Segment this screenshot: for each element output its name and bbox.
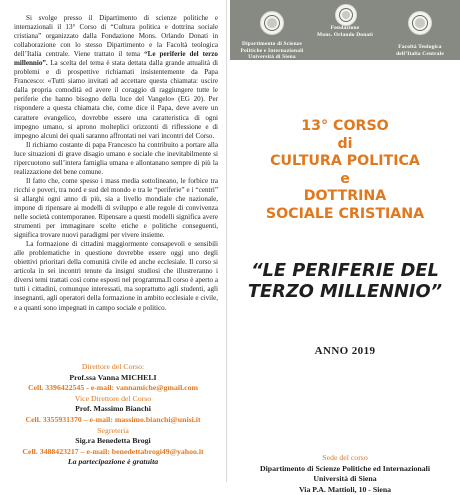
course-description bbox=[14, 14, 218, 313]
title-line-2: di bbox=[337, 135, 353, 152]
paragraph-4: La formazione di cittadini maggiormente consapevoli e sensibili alle problematiche in questione dovrebbe essere oggi uno degli obiettivi prioritari della comunità civile ed anche ecclesiale. Il corso si articola in sei incontri tenute da insigni studiosi che illustreranno i diversi temi trattati così come esposti nel programma.Il corso è aperto a tutti i cittadini, comunque interessati, ma soprattutto agli studenti, agli insegnanti, agli operatori della formazione in ambito ecclesiale e civile, e a quanti sono impegnati in campo sociale e politico. bbox=[14, 240, 218, 312]
course-theme: “Le periferie del terzo millennio”. bbox=[14, 50, 218, 68]
director-contact[interactable]: Cell. 3396422545 - e-mail: vannamiche@gmail.com bbox=[27, 383, 199, 393]
paragraph-1: Si svolge presso il Dipartimento di scienze politiche e internazionali il 13° Corso di “Cultura politica e dottrina sociale cristiana” organizzato dalla Fondazione Mons. Orlando Donati in collaborazione con lo stesso Dipartimento e la Facoltà teologica dell’Italia centrale. Viene trattato il tema “Le periferie del terzo millennio”. La scelta del tema è stata dettata dalla grande attualità di problemi e di prospettive richiamati insistentemente da Papa Francesco: «Tutti siamo invitati ad accettare questa chiamata: uscire dalla propria comodità ed avere il coraggio di raggiungere tutte le periferie che hanno bisogno della luce del Vangelo» (EG 20). Per rispondere a questa chiamata che, come dice il Papa, deve avere un carattere evangelico, dovrebbe essere una caratteristica di ogni impegno umano, si aprono molteplici orizzonti di riflessione e di impegno alcuni dei quali saranno affrontati nei vari incontri del Corso. bbox=[14, 14, 218, 140]
cover-content bbox=[230, 60, 460, 494]
free-participation-note: La partecipazione è gratuita bbox=[67, 457, 159, 467]
venue-label: Sede del corso bbox=[322, 453, 368, 462]
header-band bbox=[230, 0, 460, 60]
course-title bbox=[230, 118, 460, 224]
faculty-name: Facoltà Teologica dell’Italia Centrale bbox=[396, 44, 444, 57]
secretary-contact[interactable]: Cell. 3488423217 – e-mail: benedettabrogi49@yahoo.it bbox=[22, 446, 204, 456]
vice-director-name: Prof. Massimo Bianchi bbox=[75, 404, 151, 414]
left-panel bbox=[0, 0, 226, 482]
director-name: Prof.ssa Vanna MICHELI bbox=[69, 372, 157, 382]
foundation-name: Fondazione Mons. Orlando Donati bbox=[317, 25, 373, 38]
faculty-seal-icon bbox=[408, 11, 432, 35]
secretary-name: Sig.ra Benedetta Brogi bbox=[75, 436, 151, 446]
venue-university: Università di Siena bbox=[313, 474, 377, 484]
title-line-5: DOTTRINA bbox=[303, 188, 387, 205]
secretary-label: Segreteria bbox=[97, 425, 129, 435]
venue-department: Dipartimento di Scienze Politiche ed Internazionali bbox=[260, 463, 430, 473]
foundation-seal-icon bbox=[335, 4, 357, 26]
contacts-section bbox=[0, 362, 226, 482]
department-name: Dipartimento di Scienze Politiche e Internazionali Università di Siena bbox=[240, 41, 304, 61]
cover-panel bbox=[230, 0, 460, 494]
course-year: ANNO 2019 bbox=[314, 345, 376, 357]
venue-section bbox=[230, 453, 460, 495]
title-line-4: e bbox=[340, 170, 350, 187]
title-line-3: CULTURA POLITICA bbox=[270, 153, 420, 170]
vice-director-label: Vice Direttore del Corso bbox=[74, 393, 152, 403]
director-label: Direttore del Corso: bbox=[81, 362, 145, 371]
title-line-6: SOCIALE CRISTIANA bbox=[265, 205, 425, 222]
title-line-1: 13° CORSO bbox=[301, 118, 389, 134]
university-seal-icon bbox=[260, 11, 284, 35]
venue-address: Via P.A. Mattioli, 10 - Siena bbox=[298, 484, 392, 494]
fold-divider bbox=[226, 0, 227, 482]
vice-director-contact[interactable]: Cell. 3355931370 – e-mail: massimo.bianchi@unisi.it bbox=[25, 414, 201, 424]
paragraph-2: Il richiamo costante di papa Francesco ha contribuito a portare alla luce situazioni di grave disagio umano e sociale che inevitabilmente si ripercuotono sull’intera famiglia umana e allontanano sempre di più la realizzazione del bene comune. bbox=[14, 140, 218, 176]
paragraph-3: Il fatto che, come spesso i mass media sottolineano, le forbice tra ricchi e poveri, tra nord e sud del mondo e tra le “periferie” e i “centri” si allarghi ogni anno di più, sia a livello mondiale che nazionale, impone di ripensare ai modelli di sviluppo e alle regole di convivenza nelle società contemporanee. Ripensare a questi modelli significa avere strumenti per immaginare scelte etiche e politiche conseguenti, significa trovare nuovi paradigmi per vivere insieme. bbox=[14, 176, 218, 240]
course-theme-title: “LE PERIFERIE DEL TERZO MILLENNIO” bbox=[247, 260, 443, 302]
